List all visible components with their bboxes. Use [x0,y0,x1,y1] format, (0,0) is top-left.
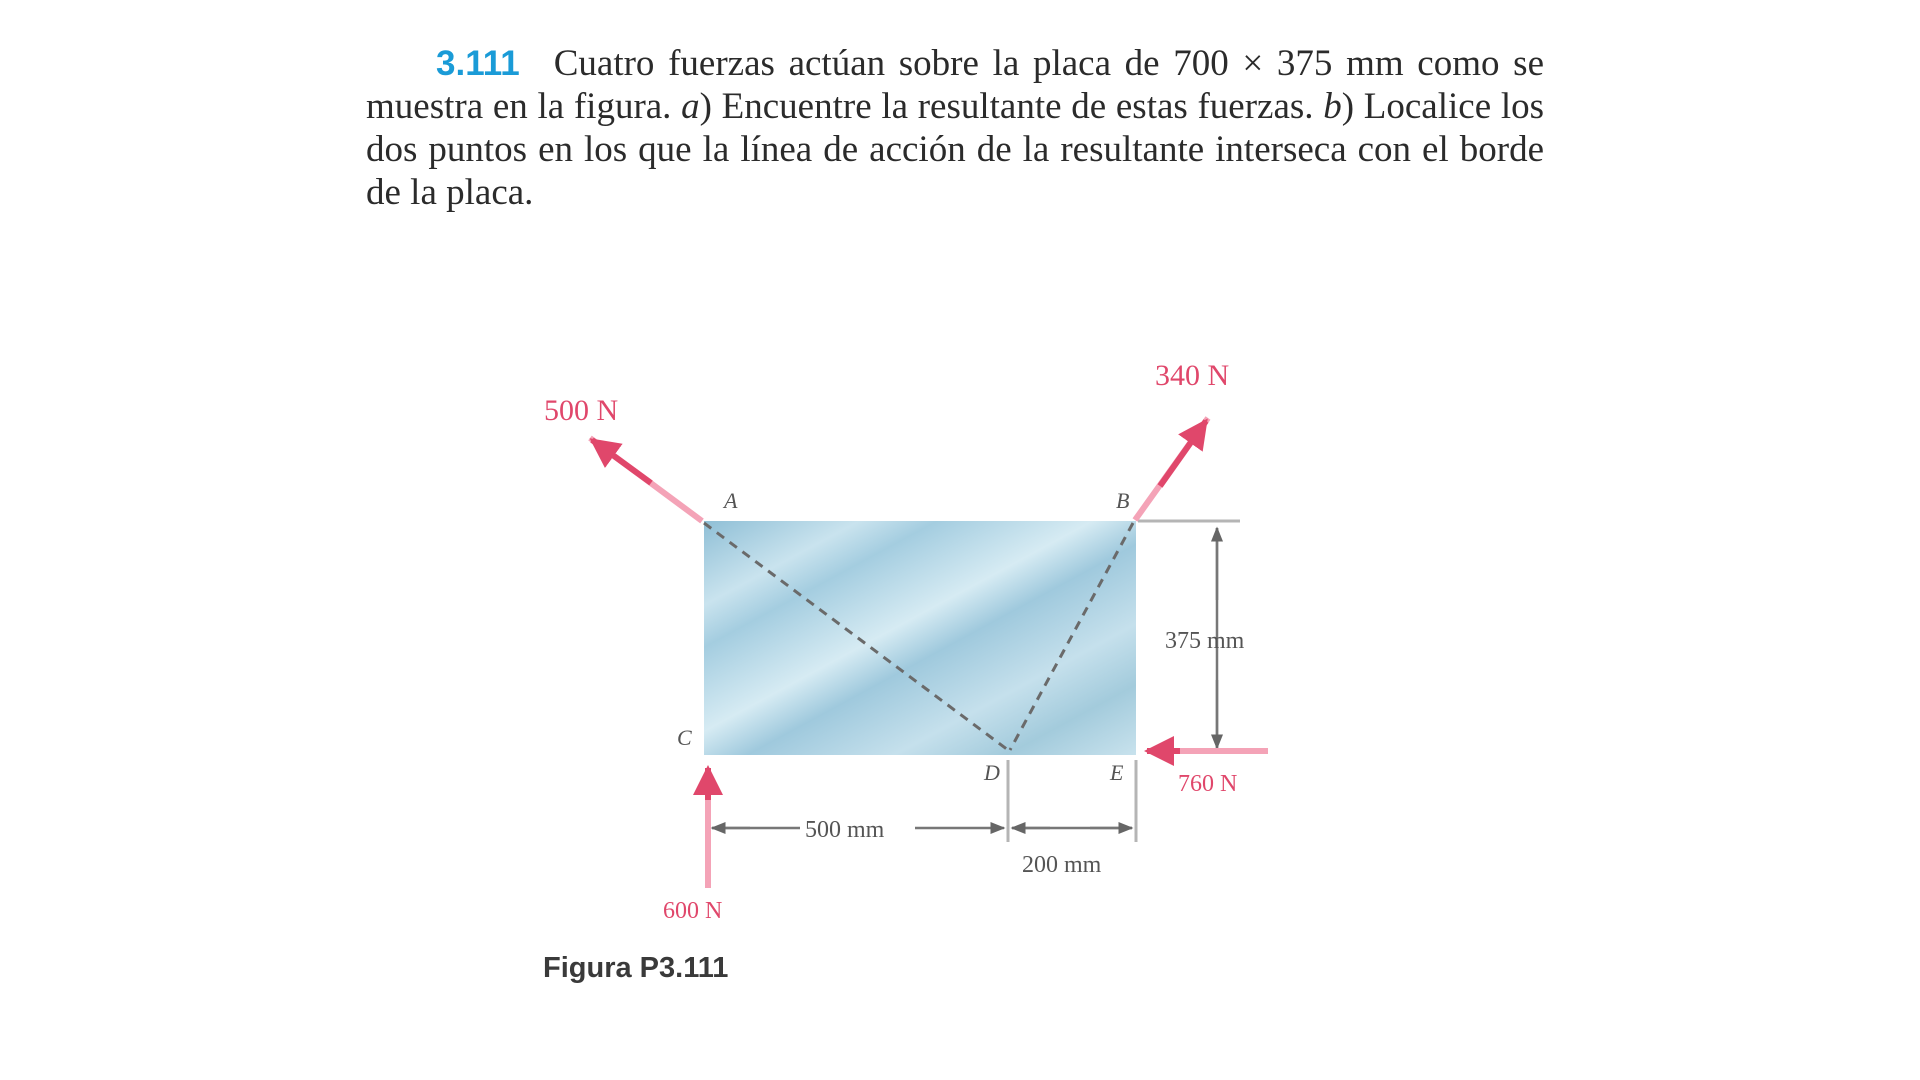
point-label-A: A [724,488,738,513]
force-label-E: 760 N [1178,771,1238,797]
point-label-E: E [1110,760,1124,785]
dimension-label-CD: 500 mm [805,817,885,843]
force-label-A: 500 N [544,394,619,427]
problem-text-3: ) Localice los dos puntos en los que la línea de acción de la resultante interseca con el borde de la placa. [366,86,1544,213]
point-label-C: C [677,725,692,750]
dimension-label-height: 375 mm [1165,628,1245,654]
problem-number: 3.111 [436,44,520,83]
point-label-B: B [1116,488,1130,513]
part-a-letter: a [681,86,700,127]
point-label-D: D [984,760,1000,785]
dimension-label-DE: 200 mm [1022,852,1102,878]
figure-caption: Figura P3.111 [543,952,729,984]
force-label-B: 340 N [1155,359,1230,392]
part-b-letter: b [1323,86,1342,127]
force-label-C: 600 N [663,898,723,924]
problem-text-1: Cuatro fuerzas actúan sobre la placa de 700 × 375 mm como se muestra en la figura. [366,43,1544,127]
force-arrow-B [1160,421,1206,486]
problem-text-2: ) Encuentre la resultante de estas fuerzas. [699,86,1324,127]
force-arrow-A [592,440,651,483]
